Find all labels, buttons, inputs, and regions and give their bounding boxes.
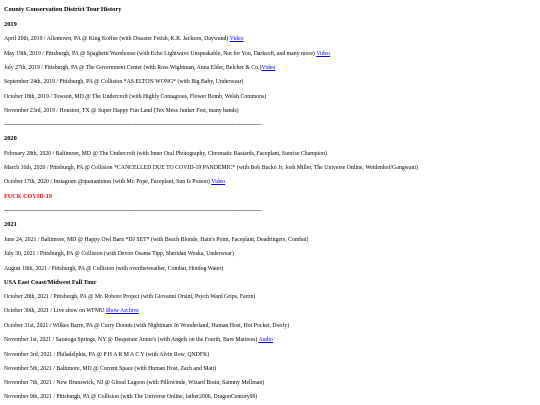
tour-entry: October 31st, 2021 / Wilkes Barre, PA @ Curry Donuts (with Nightmare In Wonderland, Human Host, Hot Pocket, Doofy): [4, 323, 290, 329]
tour-entry: November 3rd, 2021 / Philadelphia, PA @ P H A R M A C Y (with Alvin Row, QNDFK): [4, 352, 210, 358]
tour-entry: October 17th, 2020 / Instagram @quarantunes (with Mr. Pope, Faceplant, Sun Is Poison) Video: [4, 179, 226, 185]
video-link[interactable]: Video: [211, 179, 226, 185]
tour-entry: November 9th, 2021 / Pittsburgh, PA @ Collision (with The Universe Online, father2006, DragonCentury99): [4, 394, 258, 400]
tour-entry: November 5th, 2021 / Baltimore, MD @ Current Space (with Human Host, Zach and Matt): [4, 366, 217, 372]
year-heading-2020: 2020: [4, 135, 17, 142]
tour-entry: November 1st, 2021 / Saratoga Springs, NY @ Desperate Annie's (with Angels on the Fourth, Bare Mattress) Audio: [4, 337, 273, 343]
year-heading-2019: 2019: [4, 21, 17, 28]
tour-subheading: USA East Coast/Midwest Fall Tour: [4, 279, 97, 286]
tour-entry: April 20th, 2019 / Allentown, PA @ King Koffee (with Disaster Fetish, K.R. Jackson, Daywand) Video: [4, 36, 244, 42]
tour-entry: October 18th, 2019 / Towson, MD @ The Undercroft (with Highly Contagious, Flower Bomb, Welsh Commons): [4, 94, 267, 100]
tour-entry: July 27th, 2019 / Pittsburgh, PA @ The Government Center (with Ross Wightman, Anna Elder, Belcher & Co.)Video: [4, 65, 276, 71]
separator-line: ------------------------------------------------------------------------------------------------------------------------------------------------------------: [4, 208, 262, 214]
covid-note: FUCK COVID-19: [4, 193, 52, 200]
year-heading-2021: 2021: [4, 221, 17, 228]
tour-entry: November 7th, 2021 / New Brunswick, NJ @ Ghoul Lagoon (with Pillowinde, Wizard Brain, Sammy Mellman): [4, 380, 265, 386]
separator-line: ------------------------------------------------------------------------------------------------------------------------------------------------------------: [4, 122, 262, 128]
page-title: County Conservation District Tour History: [4, 6, 122, 13]
tour-entry: September 24th, 2019 / Pittsburgh, PA @ Collision *AS ELTON WONG* (with Big Baby, Underwear): [4, 79, 244, 85]
tour-entry: October 30th, 2021 / Live show on WFMU Show Archive: [4, 308, 139, 314]
audio-link[interactable]: Audio: [258, 337, 273, 343]
tour-entry: November 23rd, 2019 / Houston, TX @ Super Happy Fun Land (Tex Mess Junker Fest, many bands): [4, 108, 239, 114]
show-archive-link[interactable]: Show Archive: [105, 308, 139, 314]
tour-entry: March 16th, 2020 / Pittsburgh, PA @ Collision *CANCELLED DUE TO COVID-19 PANDEMIC* (with Bob Bucko Jr, Josh Miller, The Universe Online, Weidenhof/Gangwani): [4, 165, 418, 171]
video-link[interactable]: Video: [229, 36, 244, 42]
tour-entry: May 19th, 2019 / Pittsburgh, PA @ Spaghetti Warehouse (with Echo Lightwave Unspeakable, Not for You, Darksoft, and many more) Video: [4, 51, 331, 57]
tour-entry: June 24, 2021 / Baltimore, MD @ Happy Owl Barn *DJ SET* (with Beach Blonde, Hain's Point, Faceplant, Deadringers, Combat): [4, 237, 309, 243]
video-link[interactable]: Video: [316, 51, 331, 57]
tour-entry: August 18th, 2021 / Pittsburgh, PA @ Collision (with overtheweather, Combat, Hotdog Water): [4, 266, 224, 272]
tour-entry: July 30, 2021 / Pittsburgh, PA @ Collision (with Devon Osama Tipp, Sheridan Woska, Underwear): [4, 251, 234, 257]
tour-entry: February 28th, 2020 / Baltimore, MD @ The Undercroft (with Inner Oral Photography, Chromatic Bastards, Faceplant, Sunrise Champion): [4, 151, 327, 157]
video-link[interactable]: Video: [261, 65, 276, 71]
tour-entry: October 28th, 2021 / Pittsburgh, PA @ Mr. Roboto Project (with Giovanni Orsini, Psych Ward Grips, Faron): [4, 294, 256, 300]
